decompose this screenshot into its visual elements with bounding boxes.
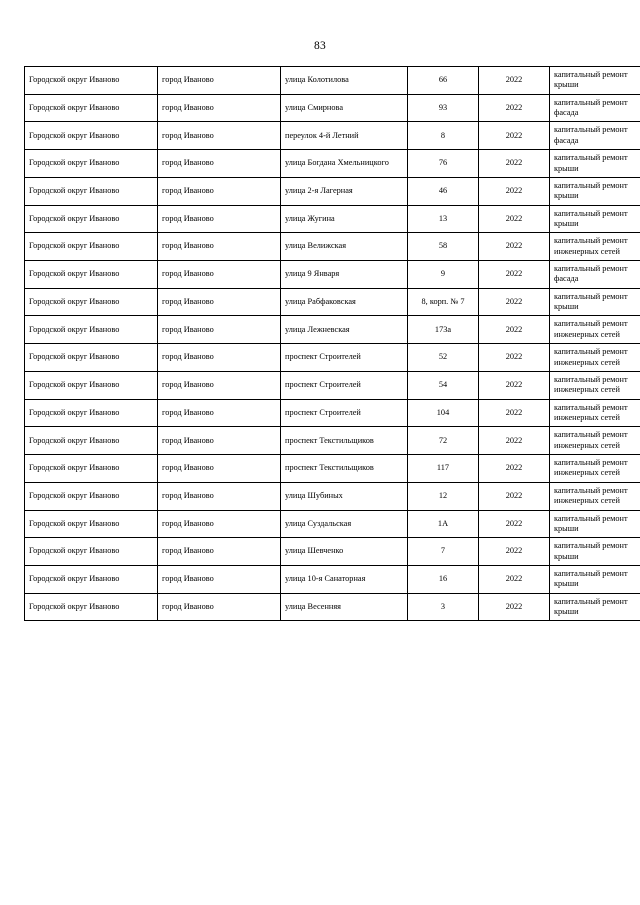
cell-settlement: город Иваново	[158, 67, 281, 95]
cell-settlement: город Иваново	[158, 316, 281, 344]
cell-municipality: Городской округ Иваново	[25, 288, 158, 316]
cell-year: 2022	[479, 427, 550, 455]
cell-street: проспект Строителей	[281, 399, 408, 427]
cell-street: проспект Текстильщиков	[281, 455, 408, 483]
cell-work: капитальный ремонт крыши	[550, 593, 640, 621]
cell-settlement: город Иваново	[158, 455, 281, 483]
cell-year: 2022	[479, 316, 550, 344]
cell-house: 8	[408, 122, 479, 150]
table-row	[25, 399, 640, 427]
cell-settlement: город Иваново	[158, 94, 281, 122]
cell-work: капитальный ремонт крыши	[550, 177, 640, 205]
cell-municipality: Городской округ Иваново	[25, 565, 158, 593]
table-row	[25, 482, 640, 510]
cell-house: 117	[408, 455, 479, 483]
cell-work: капитальный ремонт крыши	[550, 510, 640, 538]
table-row	[25, 316, 640, 344]
cell-year: 2022	[479, 482, 550, 510]
cell-house: 7	[408, 538, 479, 566]
cell-work: капитальный ремонт инженерных сетей	[550, 482, 640, 510]
table-row	[25, 67, 640, 95]
cell-municipality: Городской округ Иваново	[25, 177, 158, 205]
cell-house: 3	[408, 593, 479, 621]
cell-house: 173а	[408, 316, 479, 344]
cell-municipality: Городской округ Иваново	[25, 455, 158, 483]
cell-settlement: город Иваново	[158, 205, 281, 233]
cell-year: 2022	[479, 205, 550, 233]
cell-street: улица 2-я Лагерная	[281, 177, 408, 205]
cell-house: 8, корп. № 7	[408, 288, 479, 316]
cell-settlement: город Иваново	[158, 538, 281, 566]
cell-year: 2022	[479, 261, 550, 289]
cell-street: улица Весенняя	[281, 593, 408, 621]
cell-work: капитальный ремонт инженерных сетей	[550, 455, 640, 483]
table-row	[25, 371, 640, 399]
cell-municipality: Городской округ Иваново	[25, 261, 158, 289]
cell-municipality: Городской округ Иваново	[25, 399, 158, 427]
cell-work: капитальный ремонт крыши	[550, 538, 640, 566]
cell-municipality: Городской округ Иваново	[25, 344, 158, 372]
table-row	[25, 205, 640, 233]
cell-settlement: город Иваново	[158, 399, 281, 427]
capital-repair-table	[24, 66, 640, 621]
cell-work: капитальный ремонт фасада	[550, 122, 640, 150]
cell-street: улица Рабфаковская	[281, 288, 408, 316]
table-row	[25, 94, 640, 122]
cell-settlement: город Иваново	[158, 344, 281, 372]
cell-work: капитальный ремонт крыши	[550, 150, 640, 178]
cell-work: капитальный ремонт инженерных сетей	[550, 344, 640, 372]
cell-house: 72	[408, 427, 479, 455]
cell-year: 2022	[479, 344, 550, 372]
cell-street: улица Суздальская	[281, 510, 408, 538]
cell-municipality: Городской округ Иваново	[25, 67, 158, 95]
cell-house: 66	[408, 67, 479, 95]
cell-settlement: город Иваново	[158, 371, 281, 399]
table-row	[25, 288, 640, 316]
cell-year: 2022	[479, 399, 550, 427]
cell-street: проспект Строителей	[281, 371, 408, 399]
cell-house: 104	[408, 399, 479, 427]
cell-work: капитальный ремонт фасада	[550, 261, 640, 289]
cell-work: капитальный ремонт крыши	[550, 67, 640, 95]
cell-house: 52	[408, 344, 479, 372]
cell-settlement: город Иваново	[158, 565, 281, 593]
table-row	[25, 538, 640, 566]
cell-municipality: Городской округ Иваново	[25, 122, 158, 150]
cell-house: 9	[408, 261, 479, 289]
cell-settlement: город Иваново	[158, 482, 281, 510]
cell-municipality: Городской округ Иваново	[25, 371, 158, 399]
cell-settlement: город Иваново	[158, 150, 281, 178]
cell-municipality: Городской округ Иваново	[25, 94, 158, 122]
cell-street: улица Богдана Хмельницкого	[281, 150, 408, 178]
cell-street: улица Жугина	[281, 205, 408, 233]
cell-street: проспект Текстильщиков	[281, 427, 408, 455]
cell-house: 58	[408, 233, 479, 261]
cell-work: капитальный ремонт инженерных сетей	[550, 399, 640, 427]
cell-street: улица 9 Января	[281, 261, 408, 289]
cell-work: капитальный ремонт инженерных сетей	[550, 233, 640, 261]
cell-work: капитальный ремонт крыши	[550, 565, 640, 593]
cell-year: 2022	[479, 94, 550, 122]
cell-year: 2022	[479, 150, 550, 178]
cell-municipality: Городской округ Иваново	[25, 538, 158, 566]
table-row	[25, 122, 640, 150]
cell-settlement: город Иваново	[158, 261, 281, 289]
cell-work: капитальный ремонт фасада	[550, 94, 640, 122]
cell-year: 2022	[479, 510, 550, 538]
cell-work: капитальный ремонт инженерных сетей	[550, 316, 640, 344]
cell-house: 13	[408, 205, 479, 233]
cell-year: 2022	[479, 455, 550, 483]
cell-settlement: город Иваново	[158, 122, 281, 150]
cell-settlement: город Иваново	[158, 510, 281, 538]
cell-work: капитальный ремонт крыши	[550, 288, 640, 316]
cell-street: улица Шубиных	[281, 482, 408, 510]
cell-year: 2022	[479, 288, 550, 316]
cell-municipality: Городской округ Иваново	[25, 233, 158, 261]
cell-year: 2022	[479, 67, 550, 95]
table-row	[25, 565, 640, 593]
cell-year: 2022	[479, 122, 550, 150]
table-row	[25, 261, 640, 289]
cell-street: проспект Строителей	[281, 344, 408, 372]
cell-house: 16	[408, 565, 479, 593]
table-row	[25, 150, 640, 178]
cell-house: 93	[408, 94, 479, 122]
cell-municipality: Городской округ Иваново	[25, 510, 158, 538]
cell-street: улица Лежневская	[281, 316, 408, 344]
cell-municipality: Городской округ Иваново	[25, 316, 158, 344]
cell-house: 46	[408, 177, 479, 205]
cell-year: 2022	[479, 538, 550, 566]
cell-work: капитальный ремонт крыши	[550, 205, 640, 233]
cell-street: улица Велижская	[281, 233, 408, 261]
cell-settlement: город Иваново	[158, 288, 281, 316]
cell-settlement: город Иваново	[158, 233, 281, 261]
cell-work: капитальный ремонт инженерных сетей	[550, 371, 640, 399]
table-row	[25, 455, 640, 483]
page-number: 83	[314, 40, 326, 52]
cell-work: капитальный ремонт инженерных сетей	[550, 427, 640, 455]
cell-year: 2022	[479, 593, 550, 621]
cell-settlement: город Иваново	[158, 177, 281, 205]
cell-year: 2022	[479, 565, 550, 593]
cell-house: 12	[408, 482, 479, 510]
cell-street: улица Колотилова	[281, 67, 408, 95]
cell-house: 76	[408, 150, 479, 178]
cell-municipality: Городской округ Иваново	[25, 593, 158, 621]
table-row	[25, 593, 640, 621]
table-row	[25, 510, 640, 538]
cell-street: улица Шевченко	[281, 538, 408, 566]
cell-year: 2022	[479, 177, 550, 205]
table-row	[25, 177, 640, 205]
cell-municipality: Городской округ Иваново	[25, 482, 158, 510]
cell-house: 54	[408, 371, 479, 399]
cell-year: 2022	[479, 371, 550, 399]
cell-municipality: Городской округ Иваново	[25, 205, 158, 233]
table-row	[25, 344, 640, 372]
cell-street: переулок 4-й Летний	[281, 122, 408, 150]
table-row	[25, 233, 640, 261]
table-row	[25, 427, 640, 455]
cell-settlement: город Иваново	[158, 593, 281, 621]
cell-street: улица Смирнова	[281, 94, 408, 122]
cell-municipality: Городской округ Иваново	[25, 150, 158, 178]
cell-municipality: Городской округ Иваново	[25, 427, 158, 455]
table-body	[25, 67, 640, 621]
cell-settlement: город Иваново	[158, 427, 281, 455]
cell-year: 2022	[479, 233, 550, 261]
cell-house: 1А	[408, 510, 479, 538]
cell-street: улица 10-я Санаторная	[281, 565, 408, 593]
